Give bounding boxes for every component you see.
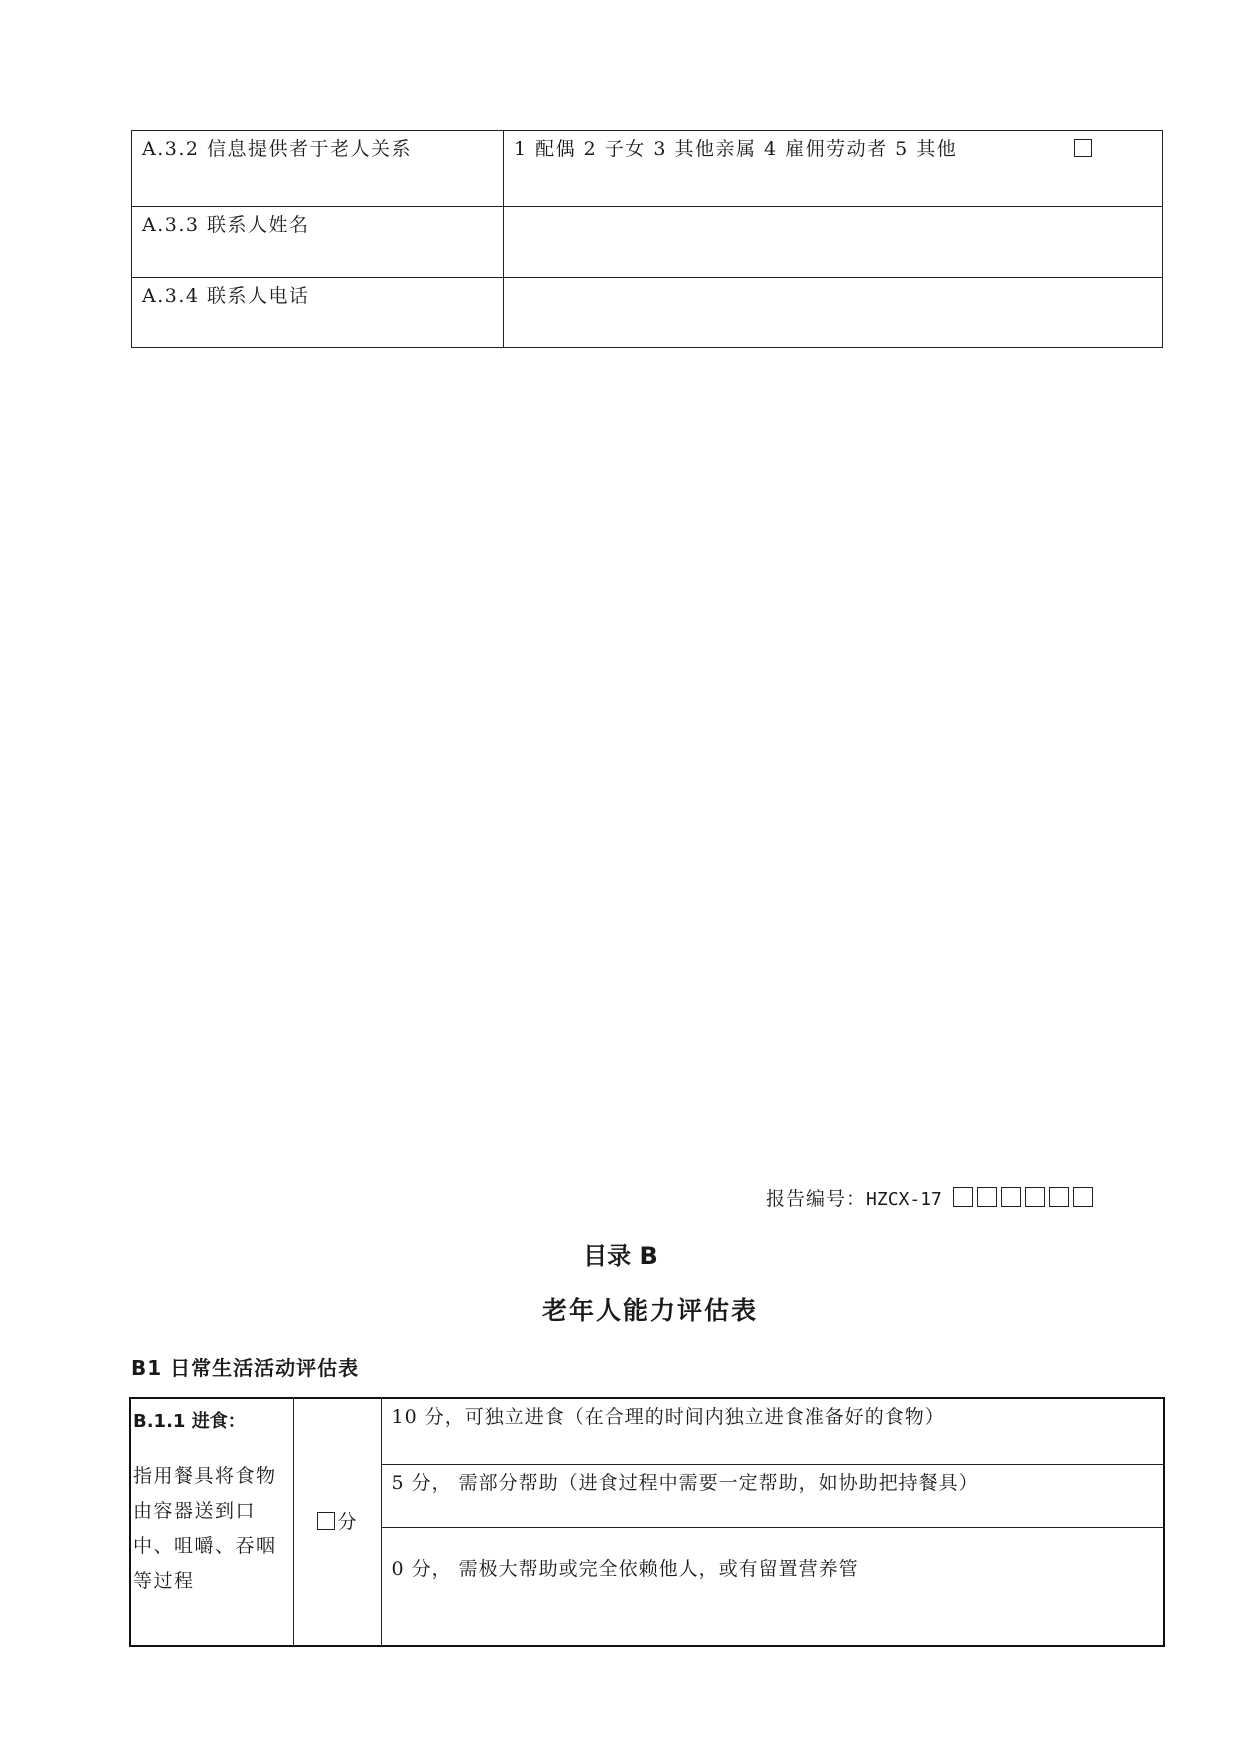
field-label: A.3.2 信息提供者于老人关系 [132, 131, 504, 207]
item-title: B.1.1 进食： [133, 1411, 246, 1432]
relationship-checkbox[interactable] [1074, 139, 1092, 157]
report-digit-box[interactable] [953, 1187, 973, 1207]
report-number [766, 1184, 1093, 1211]
field-label: A.3.4 联系人电话 [132, 278, 504, 348]
item-cell [130, 1398, 293, 1646]
report-number-label: 报告编号： [766, 1188, 867, 1210]
score-option: 5 分， 需部分帮助（进食过程中需要一定帮助，如协助把持餐具） [381, 1465, 1164, 1528]
table-row [132, 207, 1163, 278]
section-b1-title: B1 日常生活活动评估表 [131, 1356, 360, 1380]
item-description: 指用餐具将食物由容器送到口中、咀嚼、吞咽等过程 [133, 1465, 277, 1592]
score-cell [293, 1398, 381, 1646]
relationship-options: 1 配偶 2 子女 3 其他亲属 4 雇佣劳动者 5 其他 [514, 138, 958, 160]
section-b1-table [129, 1397, 1165, 1647]
score-option: 0 分， 需极大帮助或完全依赖他人，或有留置营养管 [381, 1528, 1164, 1647]
field-label: A.3.3 联系人姓名 [132, 207, 504, 278]
table-row [130, 1398, 1164, 1465]
score-checkbox[interactable] [317, 1512, 335, 1530]
report-digit-box[interactable] [1073, 1187, 1093, 1207]
score-unit: 分 [337, 1511, 357, 1533]
contact-name-field[interactable] [504, 207, 1163, 278]
form-title: 老年人能力评估表 [541, 1296, 758, 1325]
report-number-id: HZCX-17 [866, 1189, 942, 1210]
contact-phone-field[interactable] [504, 278, 1163, 348]
score-option: 10 分，可独立进食（在合理的时间内独立进食准备好的食物） [381, 1398, 1164, 1465]
report-digit-box[interactable] [1025, 1187, 1045, 1207]
appendix-title: 目录 B [583, 1242, 658, 1270]
table-row [132, 131, 1163, 207]
section-a3-table [131, 130, 1163, 348]
report-digit-box[interactable] [1001, 1187, 1021, 1207]
relationship-options-cell [504, 131, 1163, 207]
report-digit-box[interactable] [977, 1187, 997, 1207]
report-digit-box[interactable] [1049, 1187, 1069, 1207]
table-row [132, 278, 1163, 348]
